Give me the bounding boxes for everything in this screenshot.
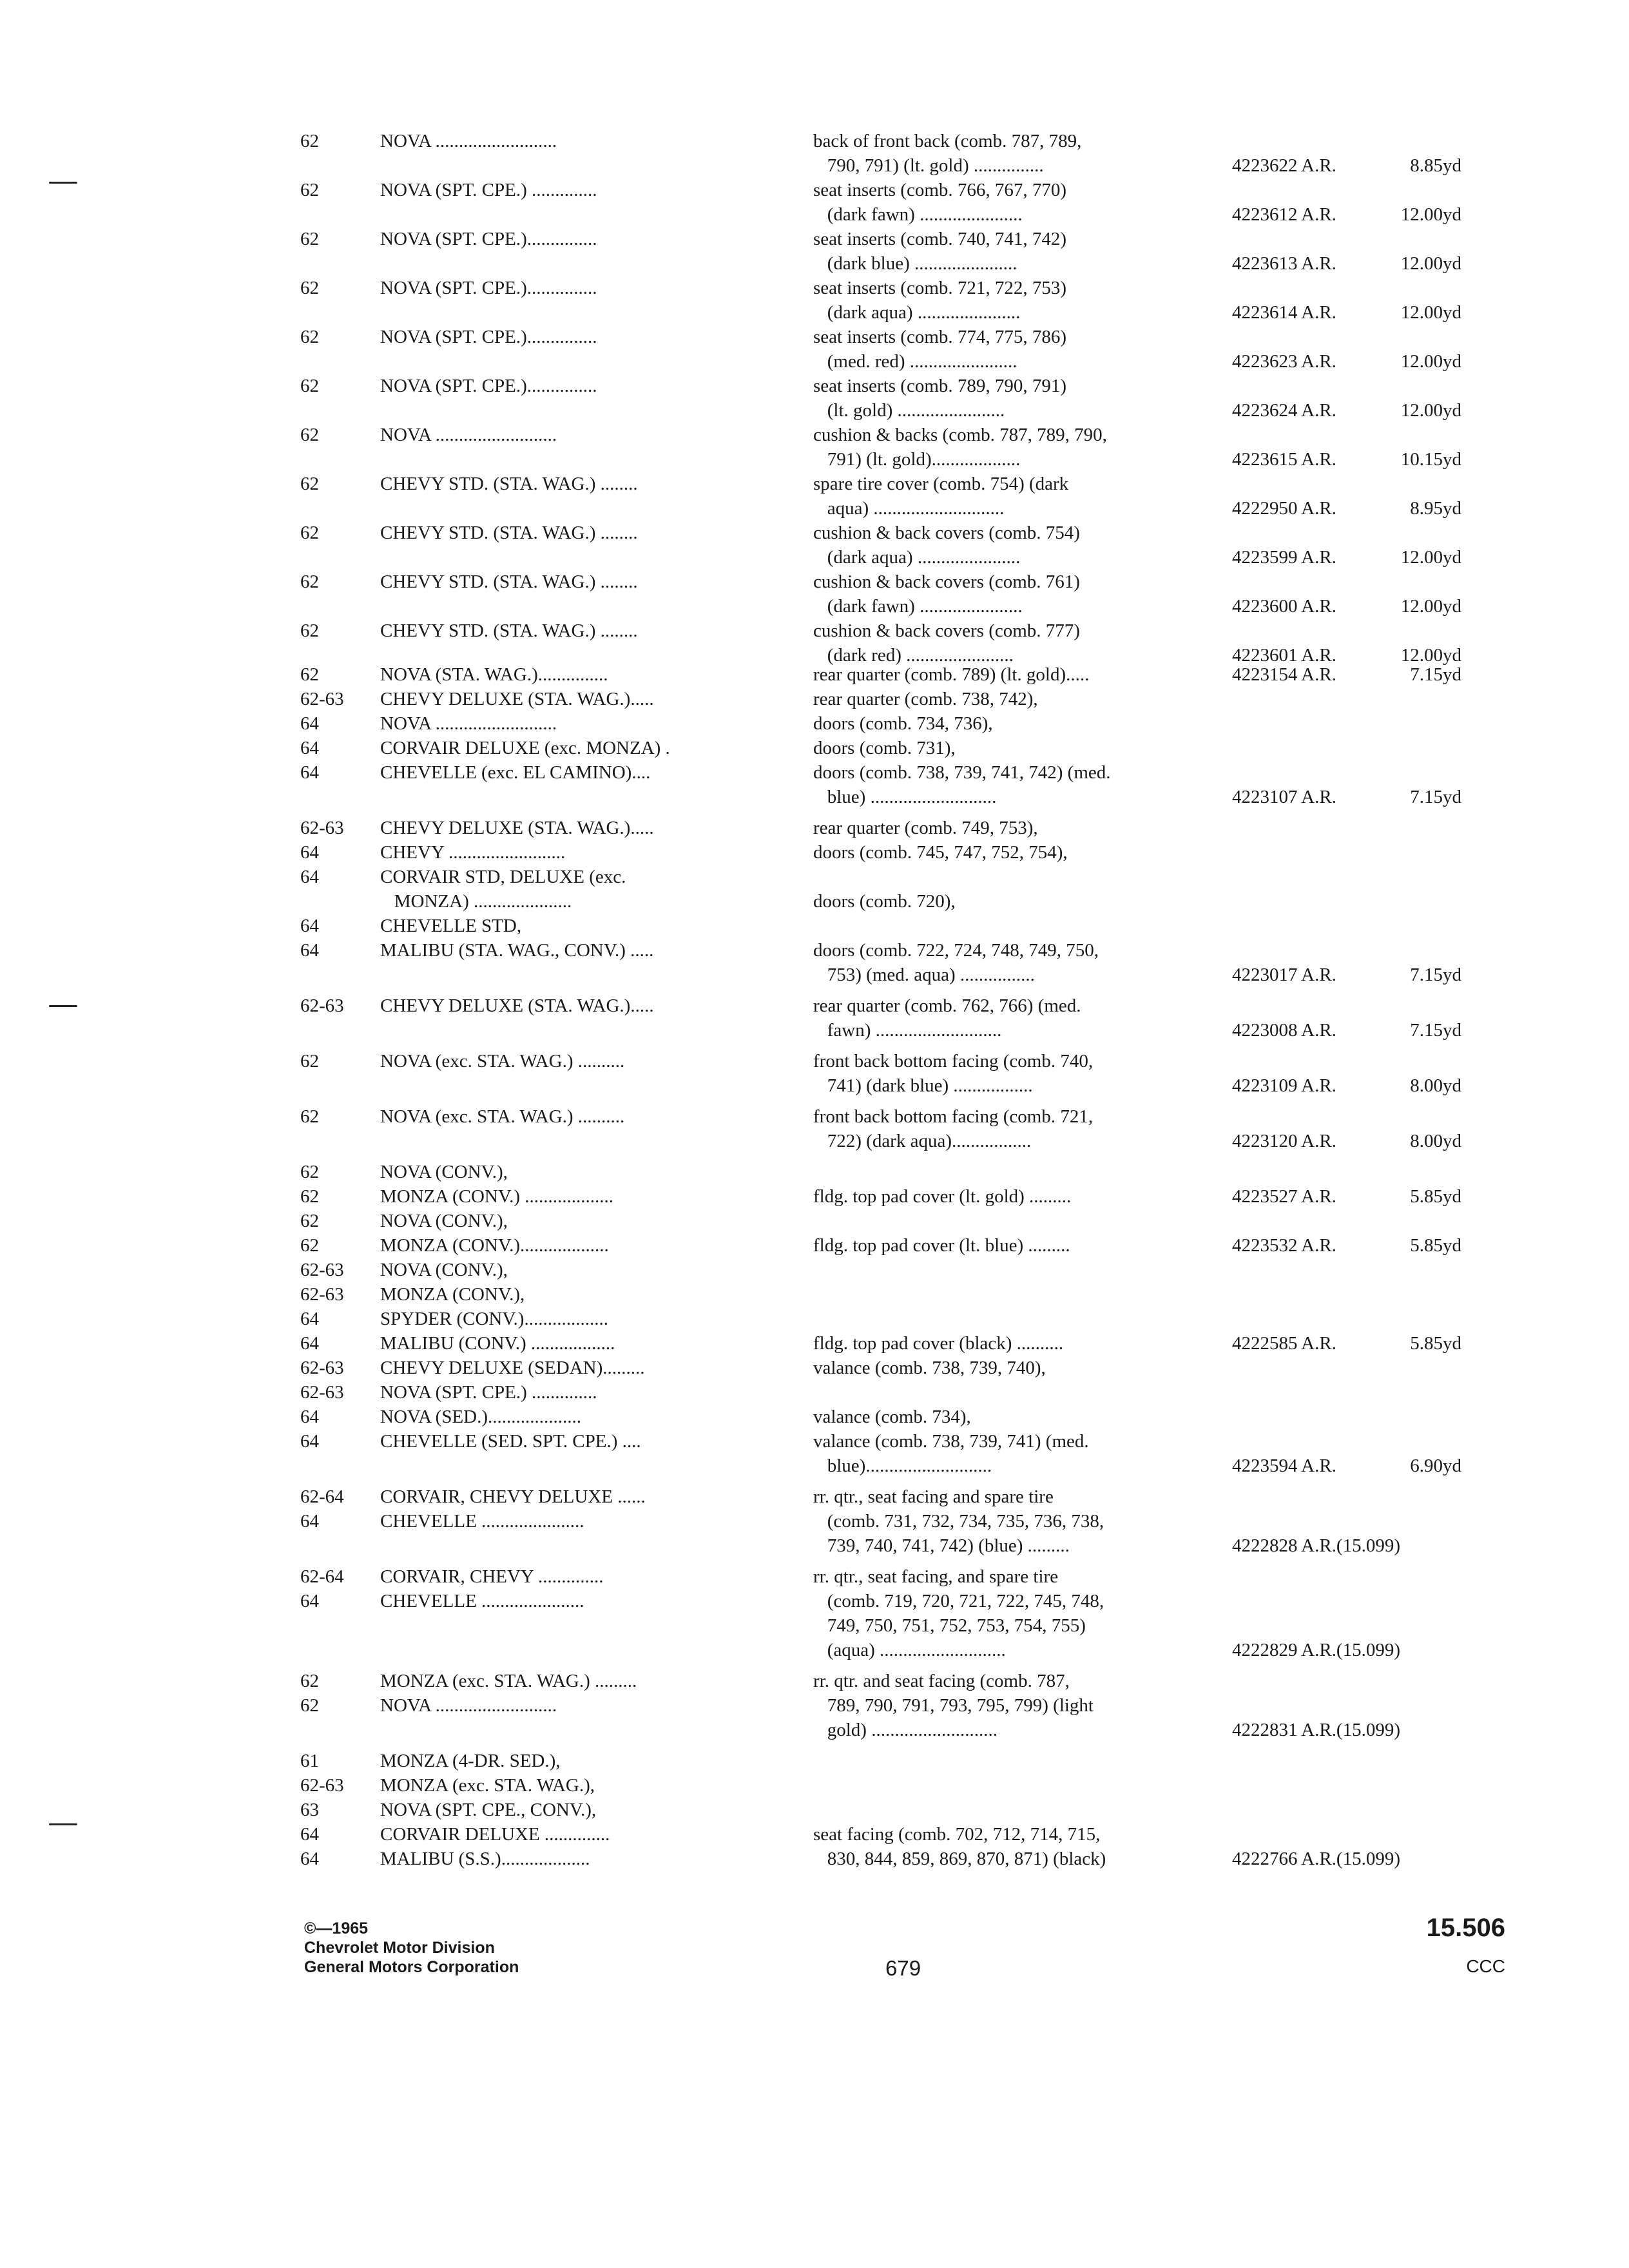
row-quantity: 8.00yd: [1410, 1075, 1461, 1096]
row-quantity: 8.00yd: [1410, 1131, 1461, 1151]
row-part-number: 4223017 A.R.: [1232, 965, 1336, 985]
row-quantity: 12.00yd: [1400, 645, 1461, 666]
row-part-number: 4223120 A.R.: [1232, 1131, 1336, 1151]
row-year: 64: [300, 1333, 319, 1354]
row-model: NOVA (CONV.),: [380, 1162, 508, 1182]
row-year: 62-63: [300, 818, 344, 838]
row-quantity: 10.15yd: [1400, 449, 1461, 470]
row-model: NOVA (exc. STA. WAG.) ..........: [380, 1051, 625, 1072]
row-description: rr. qtr., seat facing and spare tire: [813, 1486, 1054, 1507]
copyright: ©—1965: [304, 1919, 369, 1937]
row-model: NOVA (exc. STA. WAG.) ..........: [380, 1106, 625, 1127]
row-description: 790, 791) (lt. gold) ...............: [813, 155, 1044, 176]
row-year: 62: [300, 1051, 319, 1072]
row-part-number: 4223614 A.R.: [1232, 302, 1336, 323]
row-description: 753) (med. aqua) ................: [813, 965, 1035, 985]
row-year: 62: [300, 425, 319, 445]
row-year: 64: [300, 940, 319, 961]
row-description: (comb. 731, 732, 734, 735, 736, 738,: [813, 1511, 1104, 1532]
row-description: seat inserts (comb. 766, 767, 770): [813, 180, 1067, 200]
row-description: (dark fawn) ......................: [813, 596, 1023, 617]
row-part-number: 4223599 A.R.: [1232, 547, 1336, 568]
row-year: 64: [300, 1407, 319, 1427]
footer-publisher: [304, 1919, 519, 1977]
row-description: valance (comb. 734),: [813, 1407, 971, 1427]
row-model: NOVA (SPT. CPE., CONV.),: [380, 1800, 597, 1820]
row-quantity: 12.00yd: [1400, 204, 1461, 225]
row-description: seat facing (comb. 702, 712, 714, 715,: [813, 1824, 1101, 1845]
row-description: 722) (dark aqua).................: [813, 1131, 1032, 1151]
row-description: fawn) ...........................: [813, 1020, 1002, 1041]
row-year: 62: [300, 664, 319, 685]
row-model: MONZA (CONV.)...................: [380, 1235, 609, 1256]
row-model: MONZA) .....................: [380, 891, 572, 912]
binder-hole-mark: [49, 182, 77, 184]
row-description: (aqua) ...........................: [813, 1640, 1006, 1660]
row-description: aqua) ............................: [813, 498, 1005, 519]
row-quantity: 5.85yd: [1410, 1235, 1461, 1256]
row-year: 62-63: [300, 995, 344, 1016]
row-quantity: 7.15yd: [1410, 965, 1461, 985]
row-description: rear quarter (comb. 762, 766) (med.: [813, 995, 1081, 1016]
row-model: NOVA (SPT. CPE.) ..............: [380, 180, 597, 200]
row-description: fldg. top pad cover (black) ..........: [813, 1333, 1064, 1354]
row-year: 62: [300, 1186, 319, 1207]
row-part-number: 4222828 A.R.(15.099): [1232, 1535, 1400, 1556]
row-part-number: 4223008 A.R.: [1232, 1020, 1336, 1041]
row-description: (dark red) .......................: [813, 645, 1014, 666]
row-year: 64: [300, 916, 319, 936]
row-quantity: 12.00yd: [1400, 547, 1461, 568]
row-model: NOVA (CONV.),: [380, 1260, 508, 1280]
row-model: NOVA (SPT. CPE.)...............: [380, 327, 597, 347]
row-description: seat inserts (comb. 774, 775, 786): [813, 327, 1067, 347]
row-model: NOVA (CONV.),: [380, 1211, 508, 1231]
row-quantity: 7.15yd: [1410, 664, 1461, 685]
row-description: 789, 790, 791, 793, 795, 799) (light: [813, 1695, 1094, 1716]
row-year: 64: [300, 1431, 319, 1452]
row-description: (dark aqua) ......................: [813, 302, 1021, 323]
row-quantity: 5.85yd: [1410, 1186, 1461, 1207]
row-model: CORVAIR DELUXE ..............: [380, 1824, 610, 1845]
row-description: (dark blue) ......................: [813, 253, 1017, 274]
row-model: CORVAIR, CHEVY DELUXE ......: [380, 1486, 646, 1507]
row-year: 62: [300, 1106, 319, 1127]
row-description: valance (comb. 738, 739, 740),: [813, 1358, 1046, 1378]
row-description: doors (comb. 738, 739, 741, 742) (med.: [813, 762, 1111, 783]
row-part-number: 4223109 A.R.: [1232, 1075, 1336, 1096]
row-year: 62: [300, 1235, 319, 1256]
row-model: NOVA (SED.)....................: [380, 1407, 582, 1427]
row-description: front back bottom facing (comb. 721,: [813, 1106, 1094, 1127]
row-model: MONZA (CONV.),: [380, 1284, 525, 1305]
page-number: 679: [885, 1956, 921, 1980]
row-part-number: 4223154 A.R.: [1232, 664, 1336, 685]
row-year: 62: [300, 523, 319, 543]
row-description: 741) (dark blue) .................: [813, 1075, 1033, 1096]
row-year: 62-64: [300, 1486, 344, 1507]
row-year: 62-63: [300, 1358, 344, 1378]
row-model: NOVA (SPT. CPE.)...............: [380, 376, 597, 396]
row-description: (comb. 719, 720, 721, 722, 745, 748,: [813, 1591, 1104, 1611]
row-part-number: 4223612 A.R.: [1232, 204, 1336, 225]
row-part-number: 4223613 A.R.: [1232, 253, 1336, 274]
row-year: 64: [300, 1591, 319, 1611]
row-year: 64: [300, 867, 319, 887]
row-year: 62-63: [300, 689, 344, 709]
row-description: rr. qtr., seat facing, and spare tire: [813, 1566, 1059, 1587]
row-description: front back bottom facing (comb. 740,: [813, 1051, 1094, 1072]
row-quantity: 12.00yd: [1400, 253, 1461, 274]
row-description: 749, 750, 751, 752, 753, 754, 755): [813, 1615, 1086, 1636]
row-description: doors (comb. 734, 736),: [813, 713, 993, 734]
row-year: 62: [300, 620, 319, 641]
row-model: NOVA (SPT. CPE.)...............: [380, 278, 597, 298]
row-description: 830, 844, 859, 869, 870, 871) (black): [813, 1849, 1106, 1869]
row-part-number: 4223594 A.R.: [1232, 1456, 1336, 1476]
row-model: CHEVELLE STD,: [380, 916, 522, 936]
row-description: 791) (lt. gold)...................: [813, 449, 1021, 470]
row-part-number: 4223622 A.R.: [1232, 155, 1336, 176]
row-description: spare tire cover (comb. 754) (dark: [813, 474, 1069, 494]
row-description: doors (comb. 745, 747, 752, 754),: [813, 842, 1068, 863]
row-description: 739, 740, 741, 742) (blue) .........: [813, 1535, 1070, 1556]
row-quantity: 8.95yd: [1410, 498, 1461, 519]
division: Chevrolet Motor Division: [304, 1939, 495, 1957]
row-year: 62-63: [300, 1260, 344, 1280]
row-year: 62-63: [300, 1382, 344, 1403]
row-quantity: 7.15yd: [1410, 787, 1461, 807]
row-model: CHEVY DELUXE (SEDAN).........: [380, 1358, 645, 1378]
row-quantity: 12.00yd: [1400, 351, 1461, 372]
row-model: NOVA (STA. WAG.)...............: [380, 664, 608, 685]
row-part-number: 4222766 A.R.(15.099): [1232, 1849, 1400, 1869]
row-description: seat inserts (comb. 740, 741, 742): [813, 229, 1067, 249]
row-model: CHEVELLE ......................: [380, 1591, 584, 1611]
row-model: CHEVELLE (exc. EL CAMINO)....: [380, 762, 651, 783]
row-model: CHEVY .........................: [380, 842, 566, 863]
row-description: rear quarter (comb. 749, 753),: [813, 818, 1038, 838]
row-year: 62-63: [300, 1775, 344, 1796]
row-year: 64: [300, 713, 319, 734]
row-description: (med. red) .......................: [813, 351, 1017, 372]
row-year: 62: [300, 1671, 319, 1691]
row-year: 64: [300, 1824, 319, 1845]
row-model: CHEVY STD. (STA. WAG.) ........: [380, 620, 638, 641]
row-model: NOVA ..........................: [380, 713, 557, 734]
row-year: 62: [300, 131, 319, 151]
row-quantity: 12.00yd: [1400, 596, 1461, 617]
row-part-number: 4223527 A.R.: [1232, 1186, 1336, 1207]
row-description: (dark aqua) ......................: [813, 547, 1021, 568]
row-part-number: 4223615 A.R.: [1232, 449, 1336, 470]
row-quantity: 5.85yd: [1410, 1333, 1461, 1354]
row-part-number: 4223532 A.R.: [1232, 1235, 1336, 1256]
row-description: fldg. top pad cover (lt. gold) .........: [813, 1186, 1072, 1207]
row-model: CHEVELLE ......................: [380, 1511, 584, 1532]
row-description: (lt. gold) .......................: [813, 400, 1005, 421]
row-quantity: 12.00yd: [1400, 302, 1461, 323]
row-year: 63: [300, 1800, 319, 1820]
row-description: seat inserts (comb. 789, 790, 791): [813, 376, 1067, 396]
corporation: General Motors Corporation: [304, 1958, 519, 1976]
row-model: NOVA ..........................: [380, 1695, 557, 1716]
row-part-number: 4223601 A.R.: [1232, 645, 1336, 666]
row-year: 64: [300, 842, 319, 863]
row-year: 62: [300, 572, 319, 592]
row-year: 61: [300, 1751, 319, 1771]
row-part-number: 4222950 A.R.: [1232, 498, 1336, 519]
row-model: CHEVY DELUXE (STA. WAG.).....: [380, 818, 654, 838]
row-model: MALIBU (STA. WAG., CONV.) .....: [380, 940, 654, 961]
row-description: blue)...........................: [813, 1456, 992, 1476]
row-description: rear quarter (comb. 738, 742),: [813, 689, 1038, 709]
row-model: MONZA (exc. STA. WAG.) .........: [380, 1671, 637, 1691]
section-number: 15.506: [1426, 1914, 1505, 1942]
row-model: CHEVY DELUXE (STA. WAG.).....: [380, 689, 654, 709]
row-part-number: 4222585 A.R.: [1232, 1333, 1336, 1354]
row-description: gold) ...........................: [813, 1720, 998, 1740]
binder-hole-mark: [49, 1005, 77, 1007]
row-part-number: 4223624 A.R.: [1232, 400, 1336, 421]
row-description: seat inserts (comb. 721, 722, 753): [813, 278, 1067, 298]
row-model: CORVAIR DELUXE (exc. MONZA) .: [380, 738, 670, 758]
row-description: rr. qtr. and seat facing (comb. 787,: [813, 1671, 1070, 1691]
row-part-number: 4222829 A.R.(15.099): [1232, 1640, 1400, 1660]
row-model: SPYDER (CONV.)..................: [380, 1309, 608, 1329]
row-model: MONZA (4-DR. SED.),: [380, 1751, 561, 1771]
row-year: 62-64: [300, 1566, 344, 1587]
section-code: CCC: [1466, 1956, 1505, 1976]
row-model: CHEVY STD. (STA. WAG.) ........: [380, 572, 638, 592]
row-description: doors (comb. 720),: [813, 891, 956, 912]
row-model: CORVAIR STD, DELUXE (exc.: [380, 867, 626, 887]
row-model: NOVA (SPT. CPE.) ..............: [380, 1382, 597, 1403]
row-description: (dark fawn) ......................: [813, 204, 1023, 225]
row-part-number: 4223623 A.R.: [1232, 351, 1336, 372]
row-model: MALIBU (CONV.) ..................: [380, 1333, 615, 1354]
binder-hole-mark: [49, 1823, 77, 1825]
row-year: 64: [300, 762, 319, 783]
row-description: blue) ...........................: [813, 787, 997, 807]
row-year: 62: [300, 1695, 319, 1716]
row-year: 62: [300, 1211, 319, 1231]
row-description: doors (comb. 731),: [813, 738, 956, 758]
row-model: CHEVY STD. (STA. WAG.) ........: [380, 474, 638, 494]
row-description: fldg. top pad cover (lt. blue) .........: [813, 1235, 1070, 1256]
row-model: MONZA (CONV.) ...................: [380, 1186, 613, 1207]
row-description: valance (comb. 738, 739, 741) (med.: [813, 1431, 1089, 1452]
row-model: CHEVELLE (SED. SPT. CPE.) ....: [380, 1431, 641, 1452]
row-year: 62: [300, 474, 319, 494]
row-model: MONZA (exc. STA. WAG.),: [380, 1775, 595, 1796]
row-part-number: 4223107 A.R.: [1232, 787, 1336, 807]
row-year: 64: [300, 738, 319, 758]
row-year: 62: [300, 229, 319, 249]
row-quantity: 6.90yd: [1410, 1456, 1461, 1476]
row-description: cushion & back covers (comb. 761): [813, 572, 1080, 592]
row-description: doors (comb. 722, 724, 748, 749, 750,: [813, 940, 1099, 961]
row-model: MALIBU (S.S.)...................: [380, 1849, 590, 1869]
row-year: 64: [300, 1511, 319, 1532]
row-description: cushion & back covers (comb. 777): [813, 620, 1080, 641]
row-model: NOVA ..........................: [380, 425, 557, 445]
row-description: rear quarter (comb. 789) (lt. gold).....: [813, 664, 1090, 685]
row-quantity: 12.00yd: [1400, 400, 1461, 421]
row-model: NOVA (SPT. CPE.)...............: [380, 229, 597, 249]
row-year: 62: [300, 278, 319, 298]
row-description: back of front back (comb. 787, 789,: [813, 131, 1082, 151]
row-year: 64: [300, 1849, 319, 1869]
row-part-number: 4222831 A.R.(15.099): [1232, 1720, 1400, 1740]
row-part-number: 4223600 A.R.: [1232, 596, 1336, 617]
row-year: 62: [300, 327, 319, 347]
row-model: NOVA ..........................: [380, 131, 557, 151]
row-model: CORVAIR, CHEVY ..............: [380, 1566, 604, 1587]
row-description: cushion & back covers (comb. 754): [813, 523, 1080, 543]
row-description: cushion & backs (comb. 787, 789, 790,: [813, 425, 1107, 445]
row-year: 62: [300, 180, 319, 200]
row-year: 62: [300, 1162, 319, 1182]
row-model: CHEVY DELUXE (STA. WAG.).....: [380, 995, 654, 1016]
row-year: 64: [300, 1309, 319, 1329]
row-model: CHEVY STD. (STA. WAG.) ........: [380, 523, 638, 543]
row-quantity: 8.85yd: [1410, 155, 1461, 176]
row-year: 62-63: [300, 1284, 344, 1305]
row-quantity: 7.15yd: [1410, 1020, 1461, 1041]
row-year: 62: [300, 376, 319, 396]
